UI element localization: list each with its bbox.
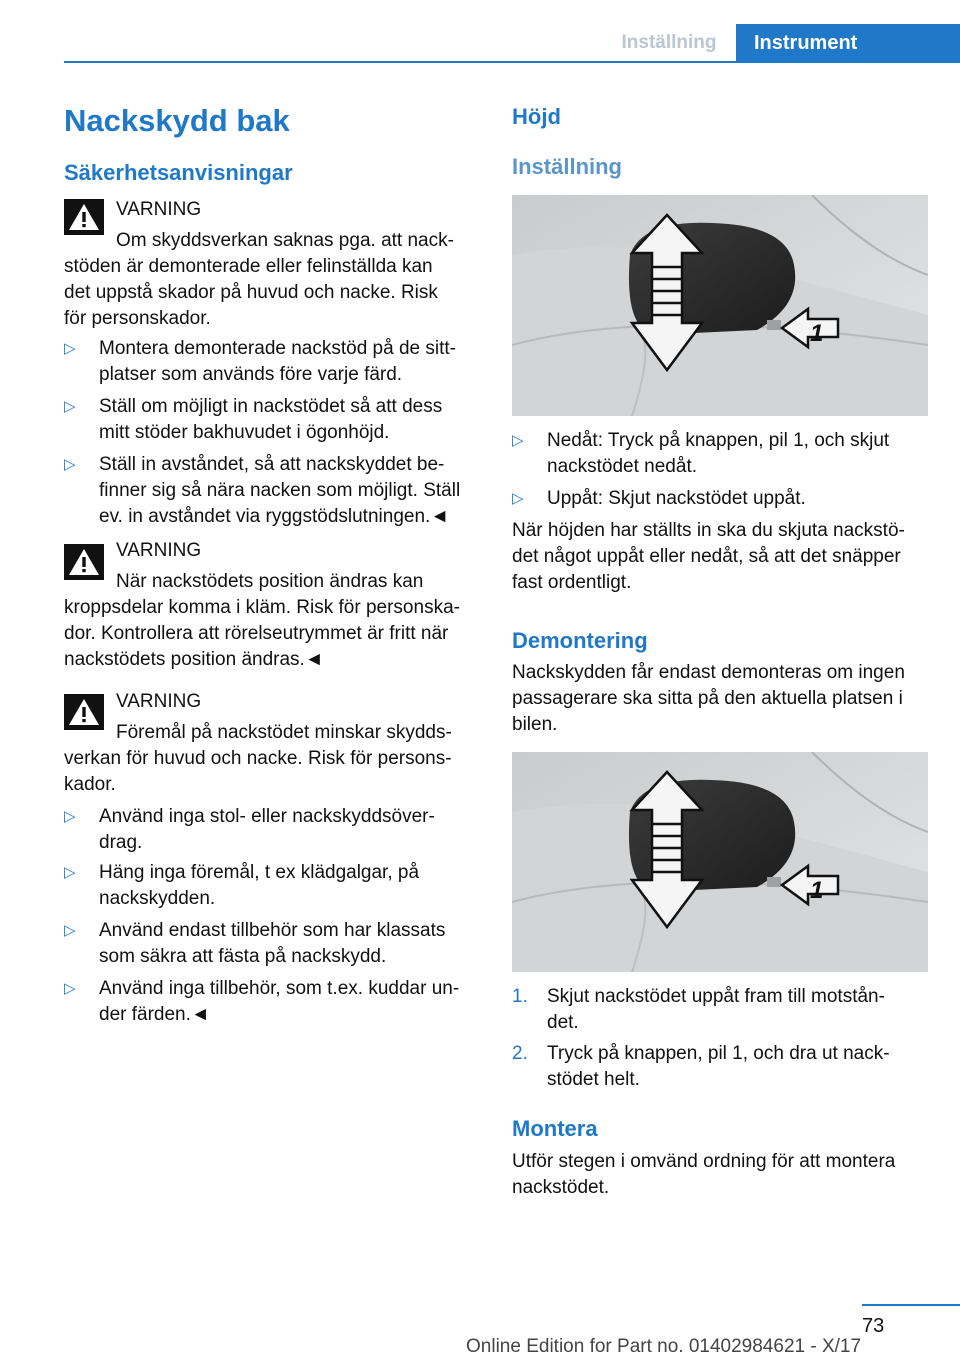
warning-text: När nackstödets position ändras kan [116,571,424,592]
list-item-text: nackstödet nedåt. [547,456,697,477]
warning-label: VARNING [116,691,202,712]
warning-text: stöden är demonterade eller felinställda kan [64,256,433,277]
triangle-bullet-icon: ▷ [64,456,76,473]
warning-text: för personskador. [64,308,211,329]
warning-text: dor. Kontrollera att rörelseutrymmet är fritt när [64,623,449,644]
warning-label: VARNING [116,540,202,561]
list-item-text: stödet helt. [547,1069,640,1090]
warning-text: nackstödets position ändras.◄ [64,649,324,670]
section-heading-height: Höjd [512,104,561,129]
warning-text: kador. [64,774,116,795]
warning-text: kroppsdelar komma i kläm. Risk för personska- [64,597,460,618]
triangle-bullet-icon: ▷ [64,808,76,825]
section-heading-install: Montera [512,1116,598,1141]
header-rule [64,61,960,63]
page-title: Nackskydd bak [64,103,290,138]
warning-text: det uppstå skador på huvud och nacke. Risk [64,282,438,303]
list-item-text: finner sig så nära nacken som möjligt. Ställ [99,480,461,501]
warning-triangle-icon [64,199,104,235]
paragraph: det något uppåt eller nedåt, så att det snäpper [512,546,901,567]
warning-triangle-icon [64,544,104,580]
section-heading-safety: Säkerhetsanvisningar [64,160,293,185]
footer-rule [862,1304,960,1306]
triangle-bullet-icon: ▷ [64,398,76,415]
triangle-bullet-icon: ▷ [512,490,524,507]
edition-footer: Online Edition for Part no. 01402984621 - X/17 [466,1336,862,1357]
warning-triangle-icon [64,694,104,730]
triangle-bullet-icon: ▷ [512,432,524,449]
paragraph: passagerare ska sitta på den aktuella platsen i [512,688,903,709]
paragraph: bilen. [512,714,558,735]
triangle-bullet-icon: ▷ [64,340,76,357]
warning-label: VARNING [116,199,202,220]
list-item-text: platser som används före varje färd. [99,364,403,385]
list-item-text: som säkra att fästa på nackskydd. [99,946,387,967]
triangle-bullet-icon: ▷ [64,980,76,997]
tab-instrument[interactable]: Instrument [736,24,960,62]
warning-text: Om skyddsverkan saknas pga. att nack- [116,230,454,251]
warning-text: verkan för huvud och nacke. Risk för persons- [64,748,452,769]
list-item-text: det. [547,1012,579,1033]
triangle-bullet-icon: ▷ [64,922,76,939]
list-item-text: nackskydden. [99,888,216,909]
page-number: 73 [862,1315,885,1337]
subsection-heading-adjust: Inställning [512,154,622,179]
section-heading-removal: Demontering [512,628,648,653]
list-item-text: ev. in avståndet via ryggstödslutningen.◄ [99,506,450,527]
callout-label: 1 [810,320,824,347]
headrest-illustration [512,752,928,972]
paragraph: fast ordentligt. [512,572,632,593]
callout-label: 1 [810,877,824,904]
paragraph: nackstödet. [512,1177,610,1198]
list-item-text: drag. [99,832,143,853]
paragraph: Nackskydden får endast demonteras om ingen [512,662,905,683]
triangle-bullet-icon: ▷ [64,864,76,881]
headrest-illustration [512,195,928,416]
tab-installning[interactable]: Inställning [621,32,717,53]
list-item-text: mitt stöder bakhuvudet i ögonhöjd. [99,422,390,443]
list-item-text: der färden.◄ [99,1004,210,1025]
paragraph: När höjden har ställts in ska du skjuta nackstö- [512,520,905,541]
warning-text: Föremål på nackstödet minskar skydds- [116,722,452,743]
paragraph: Utför stegen i omvänd ordning för att montera [512,1151,896,1172]
